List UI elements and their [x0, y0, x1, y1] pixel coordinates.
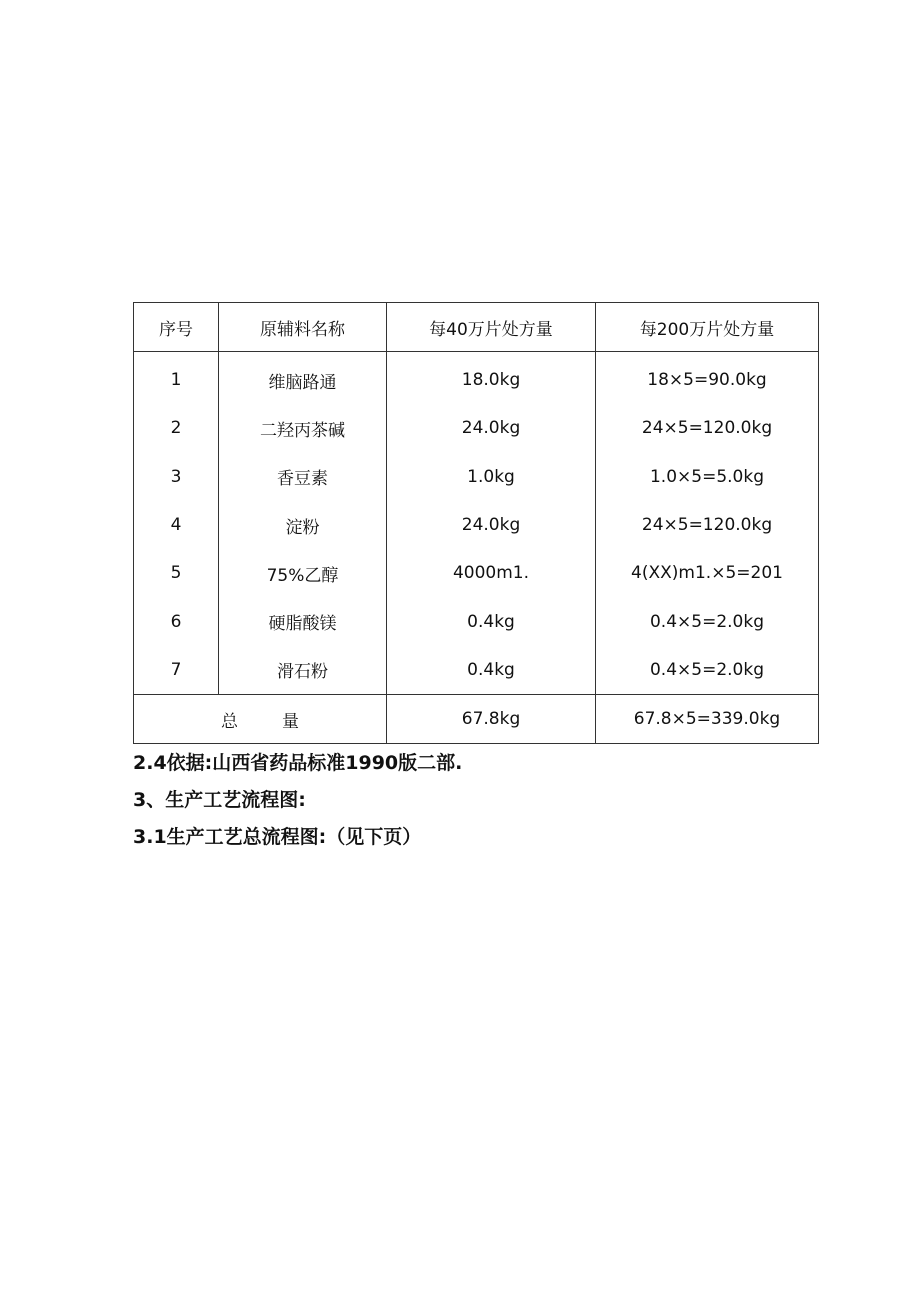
- cell-qty-40: 18.0kg: [387, 352, 596, 405]
- cell-seq: 4: [134, 501, 219, 549]
- cell-qty-40: 24.0kg: [387, 501, 596, 549]
- cell-name: 75%乙醇: [219, 549, 387, 597]
- notes-section: [133, 745, 833, 856]
- cell-name: 维脑路通: [219, 352, 387, 405]
- header-material-name: 原辅料名称: [219, 303, 387, 352]
- cell-qty-200: 18×5=90.0kg: [596, 352, 819, 405]
- table-row: [134, 501, 819, 549]
- cell-qty-40: 4000m1.: [387, 549, 596, 597]
- cell-name: 二羟丙茶碱: [219, 404, 387, 452]
- cell-qty-200: 24×5=120.0kg: [596, 501, 819, 549]
- table-row: [134, 352, 819, 405]
- cell-name: 滑石粉: [219, 646, 387, 695]
- cell-qty-40: 24.0kg: [387, 404, 596, 452]
- cell-name: 硬脂酸镁: [219, 597, 387, 645]
- header-qty-200: 每200万片处方量: [596, 303, 819, 352]
- cell-qty-200: 0.4×5=2.0kg: [596, 646, 819, 695]
- cell-seq: 7: [134, 646, 219, 695]
- formula-table: [133, 302, 819, 744]
- header-seq: 序号: [134, 303, 219, 352]
- table-row: [134, 646, 819, 695]
- total-row: [134, 695, 819, 744]
- total-label: [134, 695, 387, 744]
- cell-qty-40: 0.4kg: [387, 597, 596, 645]
- table-row: [134, 597, 819, 645]
- cell-qty-40: 0.4kg: [387, 646, 596, 695]
- table-row: [134, 549, 819, 597]
- cell-qty-200: 0.4×5=2.0kg: [596, 597, 819, 645]
- cell-name: 香豆素: [219, 453, 387, 501]
- total-qty-40: 67.8kg: [387, 695, 596, 744]
- cell-qty-200: 24×5=120.0kg: [596, 404, 819, 452]
- cell-qty-200: 4(XX)m1.×5=201: [596, 549, 819, 597]
- process-heading: 3、生产工艺流程图:: [133, 789, 306, 811]
- cell-seq: 6: [134, 597, 219, 645]
- total-label-char-2: 量: [282, 711, 299, 732]
- header-qty-40: 每40万片处方量: [387, 303, 596, 352]
- total-qty-200: 67.8×5=339.0kg: [596, 695, 819, 744]
- table-row: [134, 453, 819, 501]
- total-label-char-1: 总: [221, 711, 238, 732]
- cell-seq: 3: [134, 453, 219, 501]
- cell-seq: 2: [134, 404, 219, 452]
- cell-seq: 1: [134, 352, 219, 405]
- cell-qty-200: 1.0×5=5.0kg: [596, 453, 819, 501]
- table-header-row: [134, 303, 819, 352]
- basis-note: 2.4依据:山西省药品标准1990版二部.: [133, 752, 463, 774]
- cell-qty-40: 1.0kg: [387, 453, 596, 501]
- overall-flow-heading: 3.1生产工艺总流程图:（见下页）: [133, 826, 422, 848]
- cell-seq: 5: [134, 549, 219, 597]
- table-row: [134, 404, 819, 452]
- cell-name: 淀粉: [219, 501, 387, 549]
